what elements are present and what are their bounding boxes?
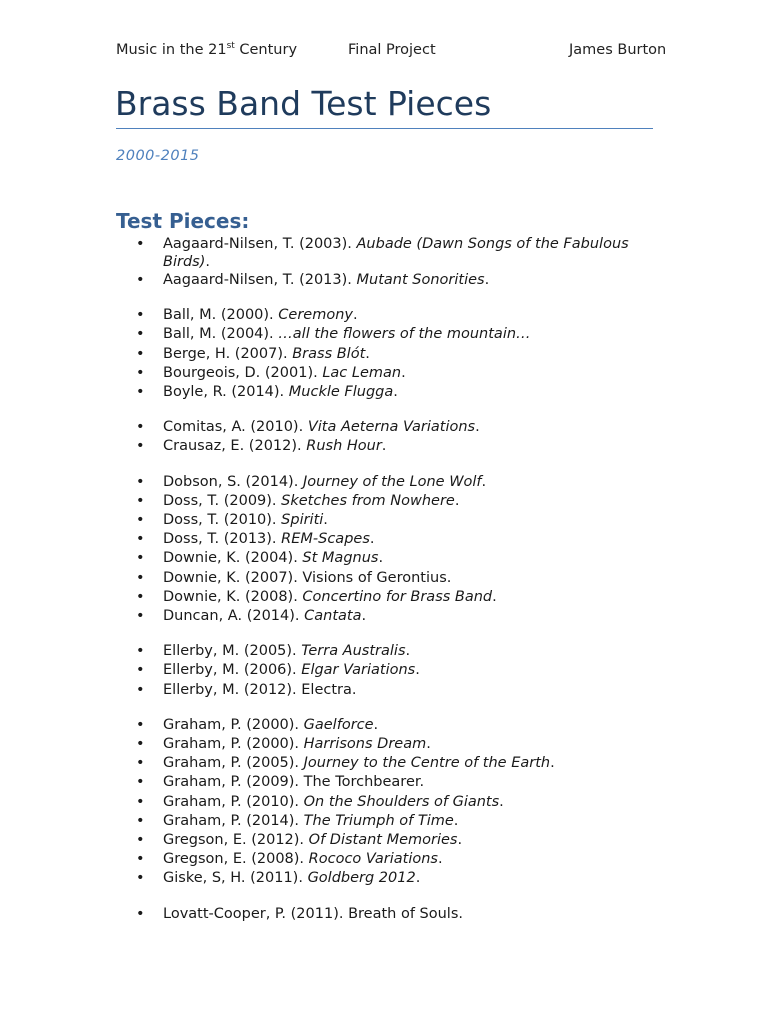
title-divider [116,128,653,129]
entry-author: Graham, P. (2000). [163,716,304,733]
list-item [136,511,636,530]
entry-author: Gregson, E. (2008). [163,851,309,868]
entry-author: Ball, M. (2004). [163,326,279,343]
entry-author: Graham, P. (2010). [163,793,304,810]
entry-work: …all the flowers of the mountain… [278,326,531,343]
entry-work: St Magnus [302,550,379,567]
entry-work: Journey of the Lone Wolf [302,473,482,490]
entry-author: Downie, K. (2008). [163,588,303,605]
list-item [136,773,636,792]
entry-author: Dobson, S. (2014). [163,473,303,490]
entry-work: Aubade (Dawn Songs of the Fabulous Birds) [163,236,629,270]
entry-end: . [426,736,431,753]
entry-end: . [405,643,411,660]
page-title: Brass Band Test Pieces [115,84,492,123]
entry-work: Lac Leman [322,364,402,381]
entry-author: Gregson, E. (2012). [163,832,309,849]
list-item [136,383,636,402]
entry-author: Downie, K. (2007). Visions of Gerontius. [163,569,452,586]
list-item [136,681,636,700]
entry-work: On the Shoulders of Giants [303,793,500,810]
entry-work: Vita Aeterna Variations [307,419,476,436]
list-item [136,306,636,325]
list-item [136,642,636,661]
entry-end: . [457,832,463,849]
list-item [136,418,636,437]
list-item [136,831,636,850]
entry-work: Of Distant Memories [308,832,458,849]
entry-end: . [369,531,375,548]
list-item [136,607,636,626]
entry-work: Elgar Variations [301,662,416,679]
entry-author: Bourgeois, D. (2001). [163,364,323,381]
entry-work: Terra Australis [301,643,406,660]
header-course-sup: st [226,41,235,51]
page-subtitle: 2000-2015 [116,148,200,164]
entry-end: . [323,512,328,529]
list-item [136,812,636,831]
header-course-prefix: Music in the 21 [116,42,227,58]
entry-author: Boyle, R. (2014). [163,384,289,401]
header-course-suffix: Century [234,42,298,58]
list-item [136,735,636,754]
entry-end: . [484,272,490,288]
entry-work: Sketches from Nowhere [281,492,455,509]
test-pieces-list [136,236,636,924]
list-item [136,364,636,383]
entry-work: Brass Blót [292,345,366,362]
entry-end: . [492,588,497,605]
list-item [136,530,636,549]
entry-end: . [499,793,504,810]
entry-author: Ball, M. (2000). [163,307,279,324]
entry-work: Concertino for Brass Band [302,588,493,605]
entry-author: Crausaz, E. (2012). [163,438,307,455]
header-author: James Burton [569,42,667,58]
entry-end: . [437,851,443,868]
list-item [136,345,636,364]
entry-end: . [365,345,370,362]
entry-author: Graham, P. (2009). The Torchbearer. [163,774,425,791]
list-item [136,271,636,290]
entry-author: Downie, K. (2004). [163,550,303,567]
entry-end: . [415,662,420,679]
entry-work: REM-Scapes [281,531,370,548]
list-item [136,325,636,344]
entry-work: Spiriti [281,512,324,529]
header-course [116,42,297,58]
entry-end: . [381,438,387,455]
entry-work: Journey to the Centre of the Earth [303,755,551,772]
list-item [136,793,636,812]
list-item [136,850,636,869]
entry-work: Cantata [304,608,362,625]
entry-author: Doss, T. (2009). [163,492,282,509]
entry-end: . [373,716,379,733]
list-item [136,437,636,456]
entry-author: Doss, T. (2013). [163,531,282,548]
entry-work: Rococo Variations [308,851,438,868]
entry-author: Duncan, A. (2014). [163,608,305,625]
entry-author: Berge, H. (2007). [163,345,293,362]
list-item [136,754,636,773]
entry-work: Muckle Flugga [288,384,394,401]
list-item [136,492,636,511]
section-heading: Test Pieces: [116,209,250,233]
entry-author: Aagaard-Nilsen, T. (2013). [163,272,357,288]
entry-end: . [481,473,487,490]
entry-author: Aagaard-Nilsen, T. (2003). [163,236,357,252]
entry-end: . [361,608,367,625]
entry-author: Graham, P. (2000). [163,736,304,753]
entry-author: Doss, T. (2010). [163,512,282,529]
entry-author: Ellerby, M. (2012). Electra. [163,681,357,698]
entry-author: Ellerby, M. (2005). [163,643,302,660]
entry-work: The Triumph of Time [303,812,454,829]
list-item [136,869,636,888]
entry-end: . [393,384,398,401]
entry-author: Lovatt-Cooper, P. (2011). Breath of Souls. [163,905,463,922]
list-item [136,661,636,680]
entry-end: . [205,253,210,270]
entry-work: Ceremony [278,307,353,324]
entry-author: Ellerby, M. (2006). [163,662,302,679]
entry-author: Graham, P. (2014). [163,812,304,829]
entry-end: . [454,492,460,509]
list-item [136,236,636,271]
list-item [136,473,636,492]
entry-author: Graham, P. (2005). [163,755,304,772]
entry-end: . [550,755,555,772]
entry-author: Comitas, A. (2010). [163,419,308,436]
list-item [136,588,636,607]
entry-end: . [401,364,406,381]
entry-author: Giske, S, H. (2011). [163,870,308,887]
page-header [116,42,676,62]
entry-work: Gaelforce [303,716,374,733]
entry-end: . [415,870,421,887]
header-project: Final Project [348,42,436,58]
entry-end: . [352,307,358,324]
entry-end: . [453,812,459,829]
list-item [136,569,636,588]
entry-work: Goldberg 2012 [307,870,416,887]
entry-work: Harrisons Dream [303,736,427,753]
list-item [136,549,636,568]
list-item [136,905,636,924]
entry-work: Rush Hour [306,438,382,455]
entry-end: . [378,550,384,567]
list-item [136,716,636,735]
entry-work: Mutant Sonorities [356,272,485,288]
entry-end: . [475,419,480,436]
